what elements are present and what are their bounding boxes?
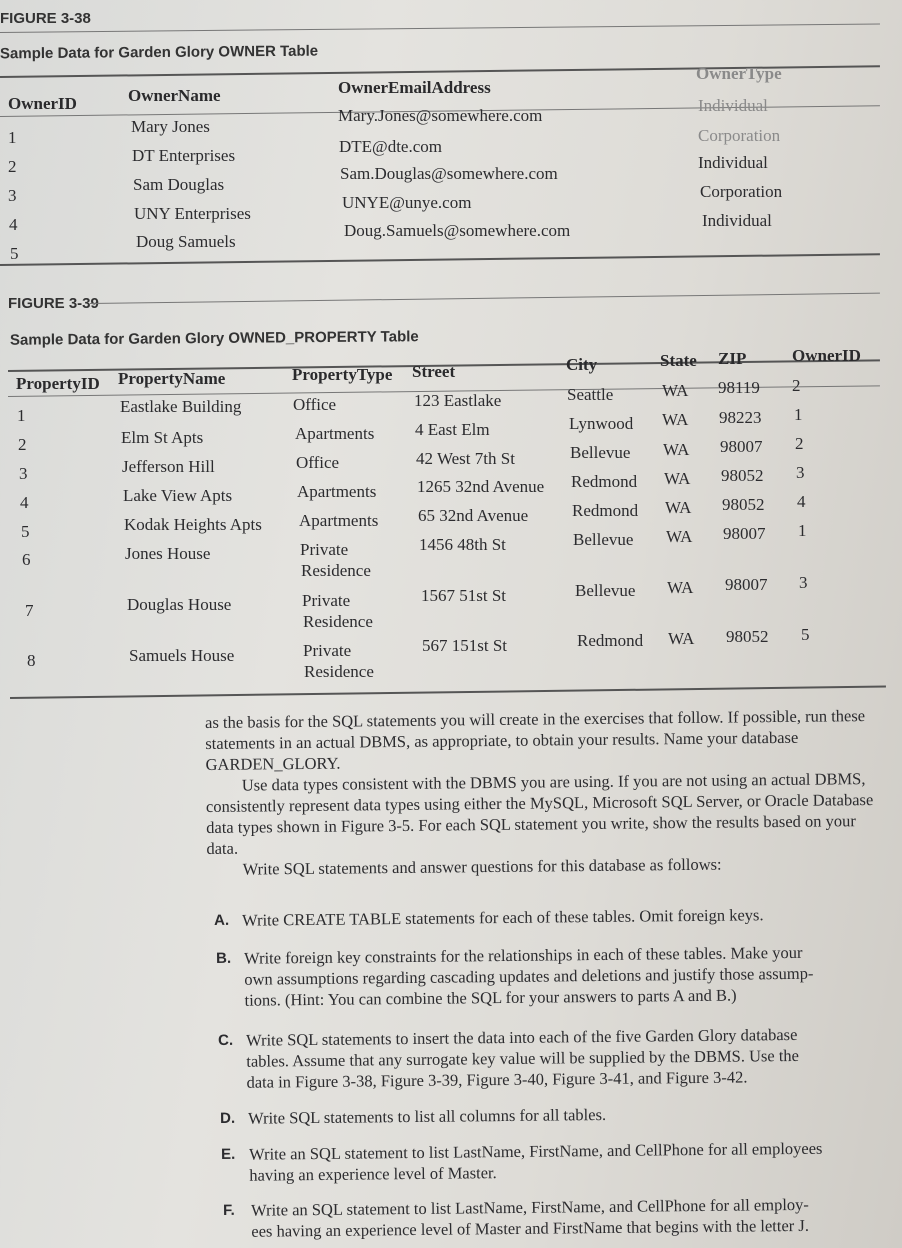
city-cell: Redmond bbox=[572, 501, 639, 520]
item-text: tables. Assume that any surrogate key value will be supplied by the DBMS. Use the bbox=[246, 1045, 800, 1071]
property-id-cell: 1 bbox=[17, 406, 26, 425]
city-cell: Bellevue bbox=[573, 530, 634, 549]
owner-id-cell: 1 bbox=[794, 405, 803, 424]
owner-type-cell: Individual bbox=[698, 153, 768, 172]
item-letter: F. bbox=[223, 1201, 235, 1219]
property-id-cell: 3 bbox=[19, 464, 28, 483]
owner-id-cell: 5 bbox=[10, 244, 19, 263]
property-type-cell: Apartments bbox=[297, 482, 377, 501]
owner-id-cell: 3 bbox=[799, 573, 808, 592]
header-property-id: PropertyID bbox=[16, 374, 100, 393]
property-type-cell-line2: Residence bbox=[304, 662, 374, 681]
owner-id-cell: 4 bbox=[9, 215, 18, 234]
paragraph: Use data types consistent with the DBMS you are using. If you are not using an actual DBMS, consistently represent data types using either the MySQL, Microsoft SQL Server, or Oracle Database data types shown in Figure 3-5. For each SQL statement you write, show the results based on your data. bbox=[205, 769, 874, 858]
street-cell: 567 151st St bbox=[422, 636, 508, 655]
property-name-cell: Kodak Heights Apts bbox=[124, 515, 262, 534]
property-name-cell: Jefferson Hill bbox=[122, 457, 215, 476]
owner-id-cell: 2 bbox=[795, 434, 804, 453]
paragraph: as the basis for the SQL statements you will create in the exercises that follow. If possible, run these statements in an actual DBMS, as appropriate, to obtain your results. Name your database GARDEN_GLORY. bbox=[205, 706, 866, 774]
owner-type-cell: Corporation bbox=[698, 126, 781, 145]
city-cell: Bellevue bbox=[575, 581, 636, 600]
zip-cell: 98052 bbox=[721, 466, 764, 485]
zip-cell: 98223 bbox=[719, 408, 762, 427]
header-zip: ZIP bbox=[718, 349, 747, 368]
zip-cell: 98119 bbox=[718, 378, 760, 397]
header-state: State bbox=[660, 351, 697, 370]
owner-id-cell: 3 bbox=[796, 463, 805, 482]
owner-type-cell: Individual bbox=[702, 211, 772, 230]
owner-email-cell: UNYE@unye.com bbox=[342, 193, 472, 212]
street-cell: 65 32nd Avenue bbox=[418, 506, 529, 525]
property-name-cell: Samuels House bbox=[129, 646, 235, 665]
owner-id-cell: 5 bbox=[801, 625, 810, 644]
figure-caption: Sample Data for Garden Glory OWNER Table bbox=[0, 42, 319, 63]
item-text: Write an SQL statement to list LastName, FirstName, and CellPhone for all employ- bbox=[251, 1194, 809, 1220]
owner-id-cell: 3 bbox=[8, 186, 17, 205]
state-cell: WA bbox=[668, 629, 695, 648]
street-cell: 1456 48th St bbox=[419, 535, 506, 554]
street-cell: 1265 32nd Avenue bbox=[417, 477, 545, 496]
item-letter: A. bbox=[214, 911, 230, 929]
owner-name-cell: Doug Samuels bbox=[136, 232, 236, 251]
table-bottom-rule bbox=[0, 253, 880, 265]
property-type-cell: Private bbox=[300, 540, 349, 559]
state-cell: WA bbox=[662, 381, 689, 400]
header-owner-id: OwnerID bbox=[792, 346, 861, 365]
item-text: Write CREATE TABLE statements for each of these tables. Omit foreign keys. bbox=[242, 905, 764, 930]
item-text: Write SQL statements to insert the data into each of the five Garden Glory database bbox=[246, 1024, 798, 1050]
figure-top-rule bbox=[0, 24, 880, 33]
list-item bbox=[220, 1101, 900, 1132]
zip-cell: 98007 bbox=[720, 437, 763, 456]
property-name-cell: Elm St Apts bbox=[121, 428, 204, 447]
state-cell: WA bbox=[664, 469, 691, 488]
property-id-cell: 2 bbox=[18, 435, 27, 454]
figure-label: FIGURE 3-39 bbox=[8, 295, 99, 312]
item-text: own assumptions regarding cascading updates and deletions and justify those assump- bbox=[244, 963, 814, 989]
item-letter: B. bbox=[216, 949, 232, 967]
zip-cell: 98007 bbox=[725, 575, 768, 594]
item-text: Write an SQL statement to list LastName, FirstName, and CellPhone for all employees bbox=[249, 1138, 823, 1164]
owner-id-cell: 2 bbox=[8, 157, 17, 176]
property-name-cell: Douglas House bbox=[127, 595, 232, 614]
table-bottom-rule bbox=[10, 686, 886, 699]
street-cell: 123 Eastlake bbox=[414, 391, 502, 410]
owner-name-cell: Mary Jones bbox=[131, 117, 210, 136]
item-text: data in Figure 3-38, Figure 3-39, Figure 3-40, Figure 3-41, and Figure 3-42. bbox=[246, 1067, 748, 1092]
header-owner-id: OwnerID bbox=[8, 94, 77, 113]
property-type-cell: Apartments bbox=[299, 511, 379, 530]
city-cell: Lynwood bbox=[569, 414, 634, 433]
item-letter: E. bbox=[221, 1145, 236, 1163]
figure-label: FIGURE 3-38 bbox=[0, 10, 91, 27]
property-name-cell: Jones House bbox=[125, 544, 211, 563]
header-property-type: PropertyType bbox=[292, 365, 393, 384]
property-type-cell-line2: Residence bbox=[301, 561, 371, 580]
body-text bbox=[205, 705, 891, 880]
property-id-cell: 8 bbox=[27, 651, 36, 670]
property-id-cell: 7 bbox=[25, 601, 34, 620]
zip-cell: 98052 bbox=[722, 495, 765, 514]
owner-type-cell: Corporation bbox=[700, 182, 783, 201]
paragraph: Write SQL statements and answer questions for this database as follows: bbox=[242, 854, 722, 879]
state-cell: WA bbox=[667, 578, 694, 597]
property-type-cell: Apartments bbox=[295, 424, 375, 443]
property-type-cell: Private bbox=[303, 641, 352, 660]
header-owner-email: OwnerEmailAddress bbox=[338, 78, 491, 97]
list-item bbox=[221, 1137, 901, 1188]
city-cell: Bellevue bbox=[570, 443, 631, 462]
list-item bbox=[214, 903, 894, 934]
figure-caption: Sample Data for Garden Glory OWNED_PROPERTY Table bbox=[9, 328, 419, 349]
zip-cell: 98007 bbox=[723, 524, 766, 543]
property-type-cell: Office bbox=[296, 453, 340, 472]
property-id-cell: 6 bbox=[22, 550, 31, 569]
owner-name-cell: DT Enterprises bbox=[132, 146, 236, 165]
property-name-cell: Lake View Apts bbox=[123, 486, 233, 505]
property-type-cell: Office bbox=[293, 395, 337, 414]
owner-id-cell: 1 bbox=[798, 521, 807, 540]
state-cell: WA bbox=[665, 498, 692, 517]
header-owner-type: OwnerType bbox=[696, 64, 782, 83]
header-owner-name: OwnerName bbox=[128, 86, 221, 105]
item-text: having an experience level of Master. bbox=[249, 1163, 497, 1185]
property-id-cell: 4 bbox=[20, 493, 29, 512]
owner-email-cell: Doug.Samuels@somewhere.com bbox=[344, 221, 571, 240]
owner-email-cell: Mary.Jones@somewhere.com bbox=[338, 106, 543, 125]
figure-top-rule bbox=[90, 293, 880, 304]
state-cell: WA bbox=[662, 410, 689, 429]
owner-id-cell: 2 bbox=[792, 376, 801, 395]
item-text: Write SQL statements to list all columns for all tables. bbox=[248, 1104, 607, 1128]
owner-email-cell: DTE@dte.com bbox=[339, 137, 442, 156]
property-type-cell-line2: Residence bbox=[303, 612, 373, 631]
list-item bbox=[218, 1023, 899, 1096]
item-text: ees having an experience level of Master and FirstName that begins with the letter J. bbox=[251, 1215, 810, 1241]
owner-name-cell: Sam Douglas bbox=[133, 175, 225, 194]
city-cell: Redmond bbox=[571, 472, 638, 491]
header-street: Street bbox=[412, 362, 456, 381]
item-text: tions. (Hint: You can combine the SQL for your answers to parts A and B.) bbox=[244, 985, 737, 1010]
state-cell: WA bbox=[666, 527, 693, 546]
owner-id-cell: 4 bbox=[797, 492, 806, 511]
city-cell: Seattle bbox=[567, 385, 614, 404]
street-cell: 4 East Elm bbox=[415, 420, 490, 439]
property-id-cell: 5 bbox=[21, 522, 30, 541]
owner-id-cell: 1 bbox=[8, 128, 17, 147]
property-name-cell: Eastlake Building bbox=[120, 397, 242, 416]
list-item bbox=[223, 1193, 902, 1244]
street-cell: 1567 51st St bbox=[421, 586, 507, 605]
owner-type-cell: Individual bbox=[698, 96, 768, 115]
street-cell: 42 West 7th St bbox=[416, 449, 515, 468]
item-letter: C. bbox=[218, 1031, 234, 1049]
property-type-cell: Private bbox=[302, 591, 351, 610]
header-city: City bbox=[566, 355, 598, 374]
owner-email-cell: Sam.Douglas@somewhere.com bbox=[340, 164, 558, 183]
zip-cell: 98052 bbox=[726, 627, 769, 646]
item-letter: D. bbox=[220, 1109, 236, 1127]
list-item bbox=[216, 941, 897, 1014]
header-property-name: PropertyName bbox=[118, 369, 226, 388]
item-text: Write foreign key constraints for the relationships in each of these tables. Make your bbox=[244, 942, 803, 968]
state-cell: WA bbox=[663, 440, 690, 459]
city-cell: Redmond bbox=[577, 631, 644, 650]
owner-name-cell: UNY Enterprises bbox=[134, 204, 251, 223]
